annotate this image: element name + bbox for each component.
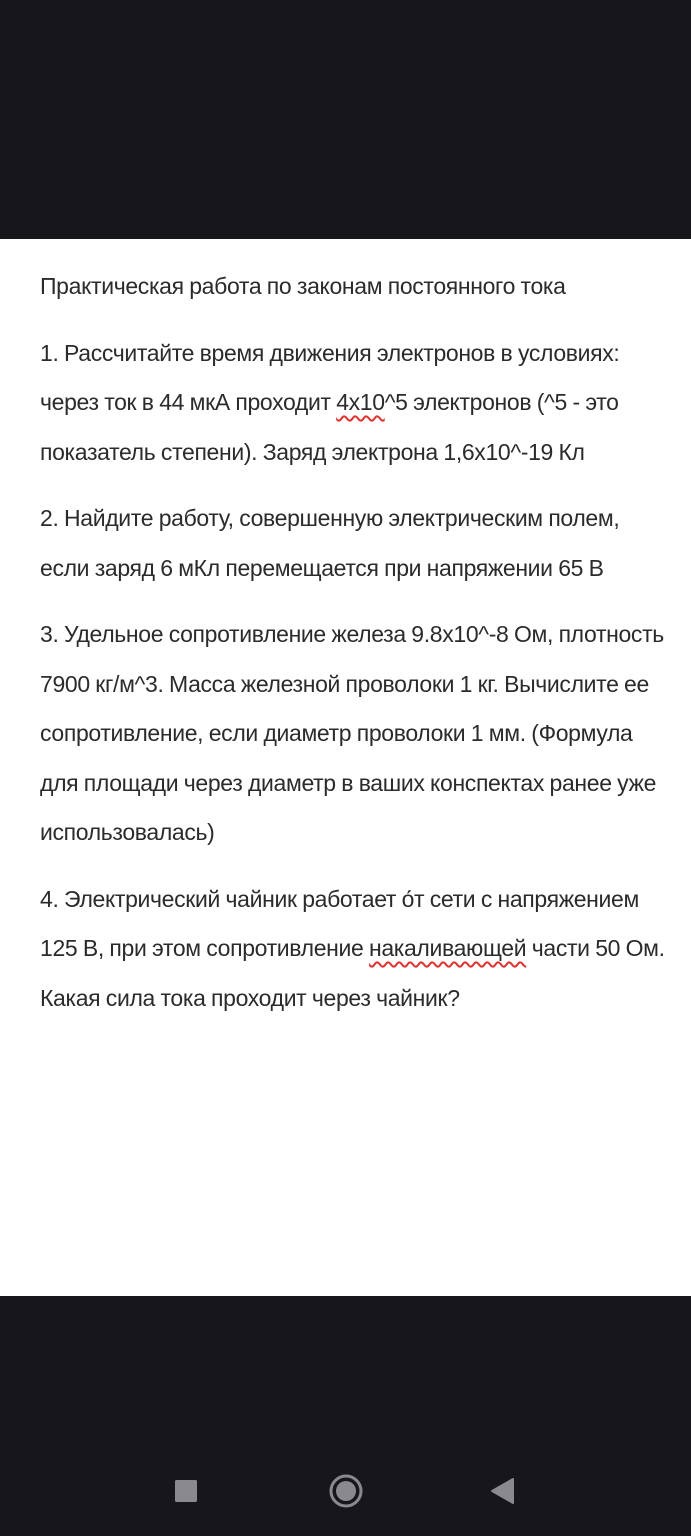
document-title: Практическая работа по законам постоянного тока xyxy=(40,273,566,299)
task-2: 2. Найдите работу, совершенную электрическим полем, если заряд 6 мКл перемещается при напряжении 65 В xyxy=(40,505,620,581)
square-icon xyxy=(174,1479,198,1503)
document-page xyxy=(0,239,691,1296)
task-1-text-start: 1. Рассчитайте время движения электронов в условиях: через ток в 44 мкА проходит xyxy=(40,339,620,415)
triangle-back-icon xyxy=(489,1477,515,1505)
task-4 xyxy=(40,875,673,1024)
circle-home-icon xyxy=(328,1473,364,1509)
task-1-spellcheck-word[interactable]: 4x10 xyxy=(336,389,385,415)
task-4-text-end: части 50 Ом. Какая сила тока проходит через чайник? xyxy=(40,935,665,1011)
task-4-text-start: 4. Электрический чайник работает о́т сети с напряжением 125 В, при этом сопротивление xyxy=(40,885,639,961)
recents-button[interactable] xyxy=(164,1469,208,1513)
task-4-spellcheck-word[interactable]: накаливающей xyxy=(368,935,527,961)
task-1-text-end: ^5 электронов (^5 - это показатель степени). Заряд электрона 1,6x10^-19 Кл xyxy=(40,389,619,465)
task-3: 3. Удельное сопротивление железа 9.8x10^-8 Ом, плотность 7900 кг/м^3. Масса железной проволоки 1 кг. Вычислите ее сопротивление, если диаметр проволоки 1 мм. (Формула для площади через диаметр в ваших конспектах ранее уже использовалась) xyxy=(40,621,664,845)
task-1 xyxy=(40,329,673,478)
home-button[interactable] xyxy=(324,1469,368,1513)
top-dark-band xyxy=(0,0,691,239)
back-button[interactable] xyxy=(480,1469,524,1513)
system-navigation-bar xyxy=(0,1456,691,1526)
